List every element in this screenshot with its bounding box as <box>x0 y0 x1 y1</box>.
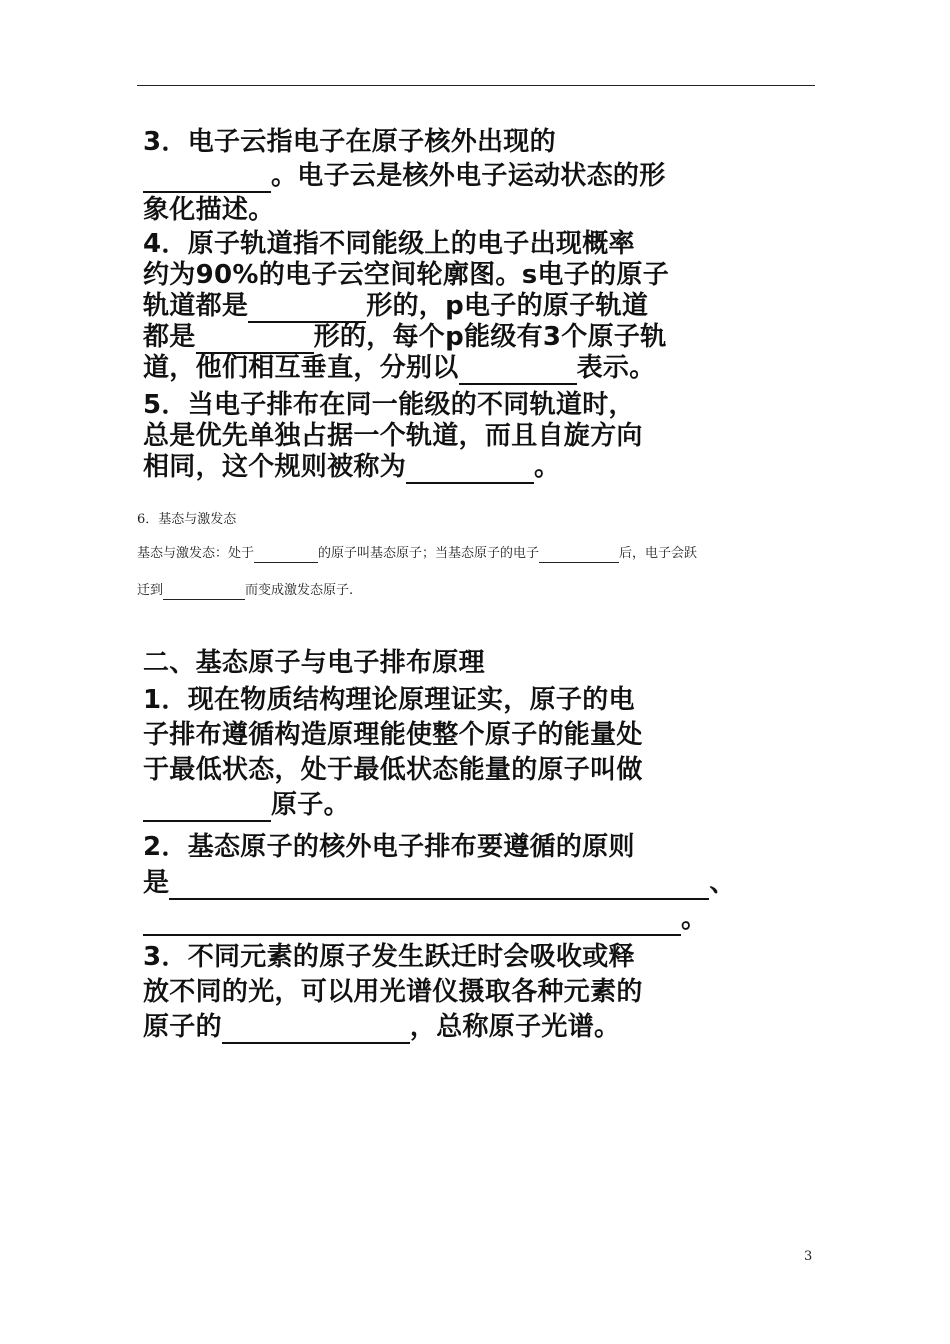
q5-line3: 相同，这个规则被称为 。 <box>143 452 561 482</box>
q6-blank-2[interactable] <box>539 548 619 563</box>
q3-blank[interactable] <box>143 165 271 193</box>
q5-line2: 总是优先单独占据一个轨道，而且自旋方向 <box>143 421 643 451</box>
page-number: 3 <box>804 1249 813 1264</box>
q4-blank-p-shape[interactable] <box>196 326 314 354</box>
q4-line4: 都是 形的，每个p能级有3个原子轨 <box>143 322 667 352</box>
q6-blank-1[interactable] <box>254 548 318 563</box>
q6-line2: 迁到 而变成激发态原子. <box>137 583 354 598</box>
s2-q3-line2: 放不同的光，可以用光谱仪摄取各种元素的 <box>143 977 643 1007</box>
s2-q2-blank-2[interactable] <box>143 908 681 936</box>
q3-line1: 3．电子云指电子在原子核外出现的 <box>143 127 556 157</box>
s2-q2-line3: 。 <box>143 902 783 936</box>
q6-line1: 基态与激发态：处于 的原子叫基态原子；当基态原子的电子 后，电子会跃 <box>137 546 698 561</box>
s2-q1-line1: 1．现在物质结构理论原理证实，原子的电 <box>143 685 635 715</box>
q4-line5: 道，他们相互垂直，分别以 表示。 <box>143 353 656 383</box>
s2-q1-blank[interactable] <box>143 794 271 822</box>
q5-blank[interactable] <box>406 456 534 484</box>
q4-line1: 4．原子轨道指不同能级上的电子出现概率 <box>143 229 635 259</box>
s2-q2-blank-1[interactable] <box>169 872 709 900</box>
q4-blank-orbitals[interactable] <box>459 357 577 385</box>
q5-line1: 5．当电子排布在同一能级的不同轨道时， <box>143 390 635 420</box>
s2-q2-line1: 2．基态原子的核外电子排布要遵循的原则 <box>143 832 635 862</box>
q4-blank-s-shape[interactable] <box>248 295 366 323</box>
s2-q3-line3: 原子的 ，总称原子光谱。 <box>143 1012 621 1042</box>
s2-q3-line1: 3．不同元素的原子发生跃迁时会吸收或释 <box>143 942 635 972</box>
s2-q1-line2: 子排布遵循构造原理能使整个原子的能量处 <box>143 720 643 750</box>
section2-heading: 二、基态原子与电子排布原理 <box>143 648 485 678</box>
s2-q3-blank[interactable] <box>222 1016 410 1044</box>
header-rule <box>137 85 815 86</box>
q3-line2: 。电子云是核外电子运动状态的形 <box>143 159 783 193</box>
q3-line3: 象化描述。 <box>143 195 275 225</box>
s2-q1-line4: 原子。 <box>143 788 783 822</box>
s2-q1-line3: 于最低状态，处于最低状态能量的原子叫做 <box>143 755 643 785</box>
q6-blank-3[interactable] <box>163 585 245 600</box>
q6-title: 6．基态与激发态 <box>137 512 237 527</box>
q4-line3: 轨道都是 形的，p电子的原子轨道 <box>143 291 649 321</box>
s2-q2-line2: 是 、 <box>143 868 736 898</box>
q4-line2: 约为90%的电子云空间轮廓图。s电子的原子 <box>143 260 670 290</box>
